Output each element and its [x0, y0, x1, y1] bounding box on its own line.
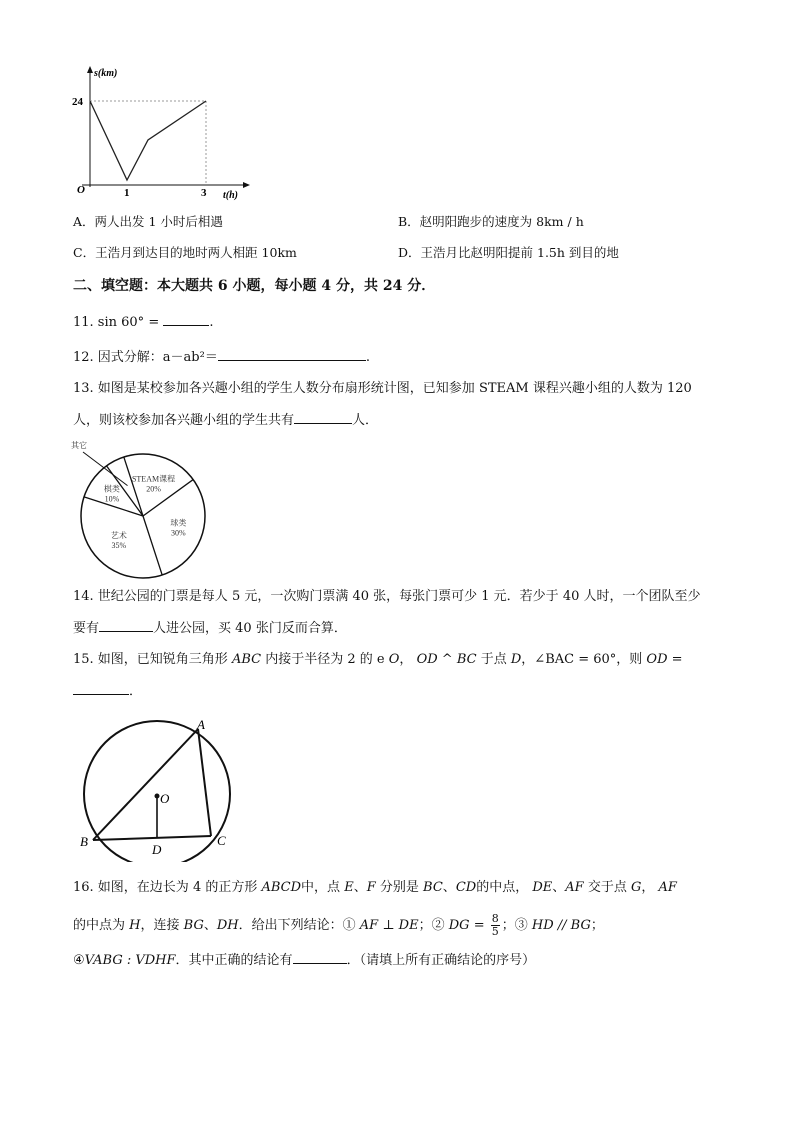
- q16-text-b: 中，点: [301, 880, 341, 895]
- q16-text-2f: ；: [590, 918, 604, 933]
- q14-answer-blank[interactable]: [99, 619, 153, 632]
- question-12: [73, 348, 370, 367]
- question-11: [73, 313, 214, 332]
- question-13-line2: [73, 411, 378, 430]
- q11-prefix: 11. sin 60° =: [73, 315, 160, 330]
- pie-label-4: 其它: [71, 441, 87, 450]
- pie-value-2: 35%: [111, 541, 127, 551]
- question-16-line1: [73, 879, 677, 897]
- x-axis-arrow: [243, 182, 250, 188]
- side-bc: [93, 836, 211, 840]
- question-13-line1: 13. 如图是某校参加各兴趣小组的学生人数分布扇形统计图，已知参加 STEAM 课程兴趣小组的人数为 120: [73, 381, 692, 396]
- q13-prefix: 人，则该校参加各兴趣小组的学生共有: [73, 413, 295, 428]
- q16-abcd: ABCD: [261, 880, 302, 895]
- interest-group-pie-chart: [65, 440, 225, 580]
- q16-dh: DH: [216, 918, 239, 933]
- q16-answer-blank[interactable]: [293, 951, 347, 964]
- q16-sep3: 、: [552, 880, 566, 895]
- option-a: A．两人出发 1 小时后相遇: [73, 214, 223, 229]
- q15-text-c: ，: [399, 652, 413, 667]
- q16-bg: BG: [183, 918, 204, 933]
- circle-o: [84, 721, 230, 862]
- q12-prefix: 12. 因式分解：a－ab²＝: [73, 350, 218, 365]
- label-b: B: [80, 834, 88, 849]
- pie-label-0: STEAM课程: [131, 474, 176, 484]
- q16-text-2e: ；③: [501, 918, 528, 933]
- q16-conclusion-2: DG =: [448, 918, 485, 933]
- q16-fraction: [491, 913, 500, 938]
- q15-suffix: ．: [129, 684, 143, 699]
- option-c: C．王浩月到达目的地时两人相距 10km: [73, 245, 297, 260]
- q12-suffix: .: [365, 350, 370, 365]
- q16-text-2d: ；②: [418, 918, 445, 933]
- option-b: B．赵明阳跑步的速度为 8km / h: [398, 214, 584, 229]
- q16-conclusion-1: AF ⊥ DE: [359, 918, 419, 933]
- q16-e: E: [344, 880, 354, 895]
- q11-answer-blank[interactable]: [163, 313, 209, 326]
- q16-text-2a: 的中点为: [73, 918, 126, 933]
- q16-text-2c: ．给出下列结论：①: [238, 918, 356, 933]
- pie-value-1: 30%: [171, 528, 186, 538]
- q16-af-2: AF: [658, 880, 677, 895]
- q15-o: O: [388, 652, 400, 667]
- label-o: O: [160, 791, 170, 806]
- q16-text-d: 的中点，: [476, 880, 529, 895]
- q16-sep2: 、: [442, 880, 456, 895]
- origin-label: O: [77, 184, 85, 196]
- q15-d: D: [510, 652, 522, 667]
- q16-text-c: 分别是: [379, 880, 419, 895]
- q16-text-2b: ，连接: [140, 918, 180, 933]
- q16-conclusion-3: HD // BG: [531, 918, 591, 933]
- center-point-o: [155, 794, 160, 799]
- y-axis-arrow: [87, 66, 93, 73]
- x-axis-label: t(h): [223, 190, 238, 201]
- q11-suffix: .: [209, 315, 214, 330]
- q15-answer-blank[interactable]: [73, 682, 129, 695]
- pie-label-2: 艺术: [110, 531, 127, 541]
- q12-answer-blank[interactable]: [218, 348, 366, 361]
- label-a: A: [197, 717, 205, 732]
- q15-text-e: ，∠BAC = 60°，则: [521, 652, 643, 667]
- question-15-line2: [73, 682, 142, 701]
- q15-text-a: 15. 如图，已知锐角三角形: [73, 652, 228, 667]
- q13-answer-blank[interactable]: [294, 411, 352, 424]
- x-tick-1: 1: [124, 187, 130, 199]
- distance-time-graph: [70, 62, 260, 202]
- q15-od: OD: [646, 652, 668, 667]
- q16-text-3c: ．（请填上所有正确结论的序号）: [346, 953, 536, 968]
- q16-bc: BC: [423, 880, 443, 895]
- side-ac: [198, 729, 211, 836]
- q16-text-a: 16. 如图，在边长为 4 的正方形: [73, 880, 258, 895]
- side-ab: [93, 729, 198, 840]
- q15-text-d: 于点: [480, 652, 507, 667]
- q16-frac-den: 5: [491, 925, 499, 938]
- q16-af: AF: [565, 880, 584, 895]
- pie-label-1: 球类: [170, 518, 187, 528]
- q13-suffix: 人．: [352, 413, 379, 428]
- q16-f: F: [366, 880, 376, 895]
- q15-text-f: =: [667, 652, 683, 667]
- question-14-line2: [73, 619, 347, 638]
- question-16-line2: [73, 911, 604, 941]
- section-title: 二、填空题：本大题共 6 小题，每小题 4 分，共 24 分．: [73, 278, 436, 294]
- y-tick-24: 24: [72, 96, 83, 108]
- q15-abc: ABC: [231, 652, 262, 667]
- pie-label-3: 棋类: [103, 484, 120, 494]
- option-d: D．王浩月比赵明阳提前 1.5h 到目的地: [398, 245, 619, 260]
- q16-sep4: 、: [203, 918, 217, 933]
- q16-h: H: [129, 918, 141, 933]
- question-15-line1: [73, 651, 683, 669]
- q16-cd: CD: [455, 880, 477, 895]
- q15-od-perp-bc: OD ^ BC: [416, 652, 477, 667]
- x-tick-3: 3: [201, 187, 207, 199]
- q16-conclusion-4: VABG : VDHF: [84, 953, 176, 968]
- q14-suffix: 人进公园，买 40 张门反而合算．: [153, 621, 347, 636]
- pie-value-0: 20%: [146, 484, 161, 494]
- question-16-line3: [73, 951, 535, 970]
- question-14-line1: 14. 世纪公园的门票是每人 5 元，一次购门票满 40 张，每张门票可少 1 元．若少于 40 人时，一个团队至少: [73, 589, 701, 604]
- graph-line: [90, 101, 206, 180]
- q16-frac-num: 8: [491, 912, 499, 925]
- q15-text-b: 内接于半径为 2 的 e: [265, 652, 385, 667]
- label-c: C: [217, 833, 226, 848]
- pie-value-3: 10%: [104, 494, 120, 504]
- q16-text-f: ，: [641, 880, 655, 895]
- q16-text-e: 交于点: [587, 880, 627, 895]
- q16-text-3a: ④: [73, 953, 85, 968]
- y-axis-label: s(km): [94, 68, 118, 79]
- inscribed-triangle-figure: [75, 712, 245, 862]
- q16-sep1: 、: [353, 880, 367, 895]
- label-d: D: [152, 842, 162, 857]
- q16-text-3b: ．其中正确的结论有: [175, 953, 293, 968]
- q16-g: G: [631, 880, 642, 895]
- q16-de: DE: [532, 880, 553, 895]
- q14-prefix: 要有: [73, 621, 100, 636]
